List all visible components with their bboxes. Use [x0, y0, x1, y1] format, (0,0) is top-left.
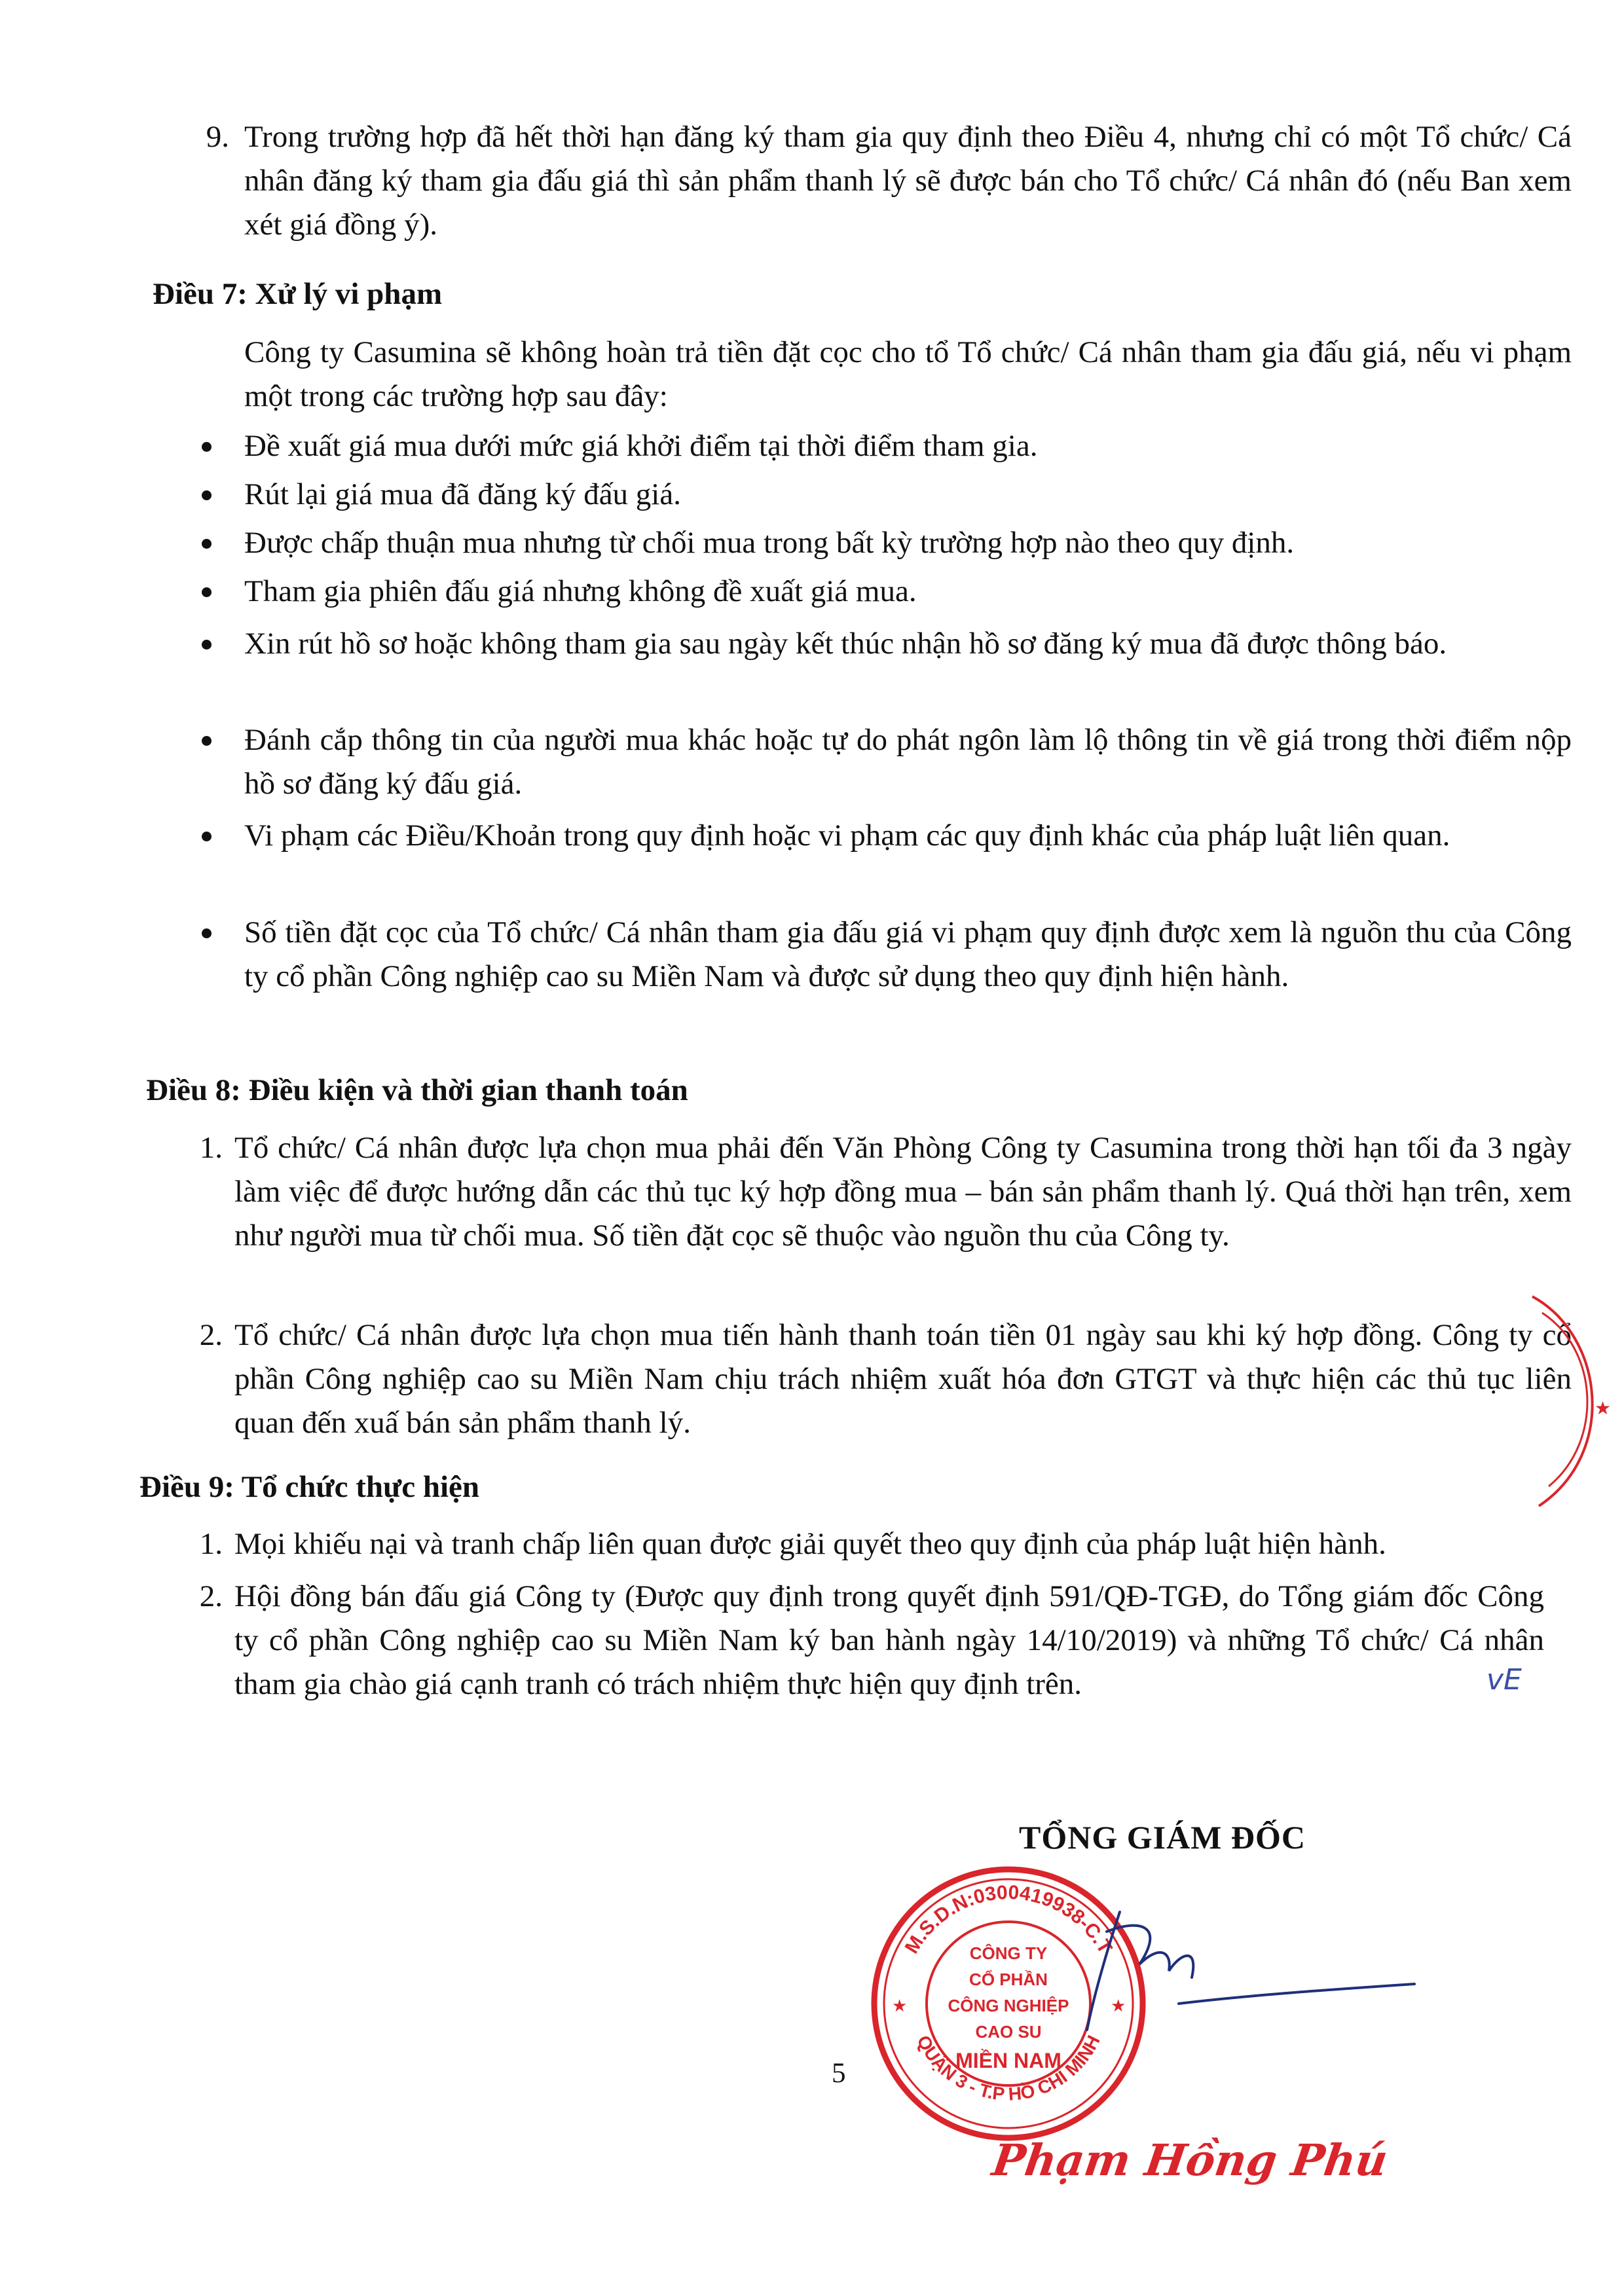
list-item-text: Mọi khiếu nại và tranh chấp liên quan được giải quyết theo quy định của pháp luật hiện hành. — [234, 1527, 1386, 1561]
list-item: Số tiền đặt cọc của Tổ chức/ Cá nhân tham gia đấu giá vi phạm quy định được xem là nguồn thu của Công ty cổ phần Công nghiệp cao su Miền Nam và được sử dụng theo quy định hiện hành. — [244, 915, 1572, 993]
list-item: Được chấp thuận mua nhưng từ chối mua trong bất kỳ trường hợp nào theo quy định. — [244, 526, 1295, 560]
section-heading-article8: Điều 8: Điều kiện và thời gian thanh toán — [146, 1073, 688, 1107]
list-item: Rút lại giá mua đã đăng ký đấu giá. — [244, 477, 681, 511]
list-item: Đề xuất giá mua dưới mức giá khởi điểm tại thời điểm tham gia. — [244, 429, 1038, 463]
list-marker: 2. — [199, 1579, 223, 1613]
seal-line: MIỀN NAM — [955, 2049, 1061, 2072]
bullet-dot — [202, 587, 212, 597]
seal-line: CỔ PHẦN — [969, 1970, 1048, 1989]
list-item — [190, 1313, 1572, 1445]
list-item: Xin rút hồ sơ hoặc không tham gia sau ngày kết thúc nhận hồ sơ đăng ký mua đã được thông báo. — [244, 627, 1447, 661]
list-marker: 2. — [199, 1318, 223, 1352]
bullet-dot — [202, 640, 212, 650]
signatory-name: Phạm Hồng Phú — [989, 2135, 1391, 2186]
partial-stamp-edge — [1526, 1283, 1624, 1519]
signature-strokes — [1008, 1886, 1428, 2056]
list-item-text: Tổ chức/ Cá nhân được lựa chọn mua phải đến Văn Phòng Công ty Casumina trong thời hạn tối đa 3 ngày làm việc để được hướng dẫn các thủ tục ký hợp đồng mua – bán sản phẩm thanh lý. Quá thời hạn trên, xem như người mua từ chối mua. Số tiền đặt cọc sẽ thuộc vào nguồn thu của Công ty. — [234, 1131, 1572, 1253]
section-heading-article9: Điều 9: Tổ chức thực hiện — [139, 1470, 480, 1504]
bullet-dot — [202, 539, 212, 549]
list-item-text: Tổ chức/ Cá nhân được lựa chọn mua tiến hành thanh toán tiền 01 ngày sau khi ký hợp đồng. Công ty cổ phần Công nghiệp cao su Miền Nam chịu trách nhiệm xuất hóa đơn GTGT và thực hiện các thủ tục liên quan đến xuấ bán sản phẩm thanh lý. — [234, 1318, 1572, 1440]
svg-text:★: ★ — [1111, 1996, 1126, 2015]
list-item — [190, 1522, 1572, 1566]
list-item: Tham gia phiên đấu giá nhưng không đề xuất giá mua. — [244, 574, 917, 608]
list-marker: 1. — [199, 1527, 223, 1561]
list-item — [190, 1126, 1572, 1258]
list-item — [196, 115, 1572, 247]
bullet-dot — [202, 490, 212, 500]
list-item-text: Hội đồng bán đấu giá Công ty (Được quy định trong quyết định 591/QĐ-TGĐ, do Tổng giám đốc Công ty cổ phần Công nghiệp cao su Miền Nam ký ban hành ngày 14/10/2019) và những Tổ chức/ Cá nhân tham gia chào giá cạnh tranh có trách nhiệm thực hiện quy định trên. — [234, 1579, 1544, 1701]
seal-line: CÔNG NGHIỆP — [948, 1996, 1069, 2015]
svg-text:★: ★ — [892, 1996, 908, 2015]
page-number: 5 — [832, 2058, 846, 2089]
svg-text:★: ★ — [1595, 1398, 1612, 1418]
seal-line: CÔNG TY — [969, 1943, 1048, 1963]
bullet-dot — [202, 832, 212, 841]
handwritten-initials: vE — [1486, 1663, 1522, 1697]
list-item: Đánh cắp thông tin của người mua khác hoặc tự do phát ngôn làm lộ thông tin về giá trong thời điểm nộp hồ sơ đăng ký đấu giá. — [244, 723, 1572, 801]
bullet-dot — [202, 442, 212, 452]
list-item: Vi phạm các Điều/Khoản trong quy định hoặc vi phạm các quy định khác của pháp luật liên quan. — [244, 818, 1450, 853]
list-marker: 1. — [199, 1131, 223, 1165]
list-item — [190, 1575, 1572, 1706]
section-intro: Công ty Casumina sẽ không hoàn trả tiền đặt cọc cho tổ Tổ chức/ Cá nhân tham gia đấu giá, nếu vi phạm một trong các trường hợp sau đây: — [244, 335, 1572, 413]
bullet-dot — [202, 928, 212, 938]
signatory-title: TỔNG GIÁM ĐỐC — [1019, 1819, 1306, 1856]
bullet-dot — [202, 736, 212, 746]
seal-ring-top-text: M.S.D.N:0300419938-C.T — [900, 1881, 1116, 1958]
list-marker: 9. — [206, 120, 229, 154]
section-heading-article7: Điều 7: Xử lý vi phạm — [153, 277, 443, 311]
seal-ring-bottom-text: QUẬN 3 - T.P HỒ CHÍ MINH — [913, 2032, 1104, 2104]
seal-line: CAO SU — [975, 2022, 1042, 2042]
list-item-text: Trong trường hợp đã hết thời hạn đăng ký tham gia quy định theo Điều 4, nhưng chỉ có một Tổ chức/ Cá nhân đăng ký tham gia đấu giá thì sản phẩm thanh lý sẽ được bán cho Tổ chức/ Cá nhân đó (nếu Ban xem xét giá đồng ý). — [244, 120, 1572, 242]
